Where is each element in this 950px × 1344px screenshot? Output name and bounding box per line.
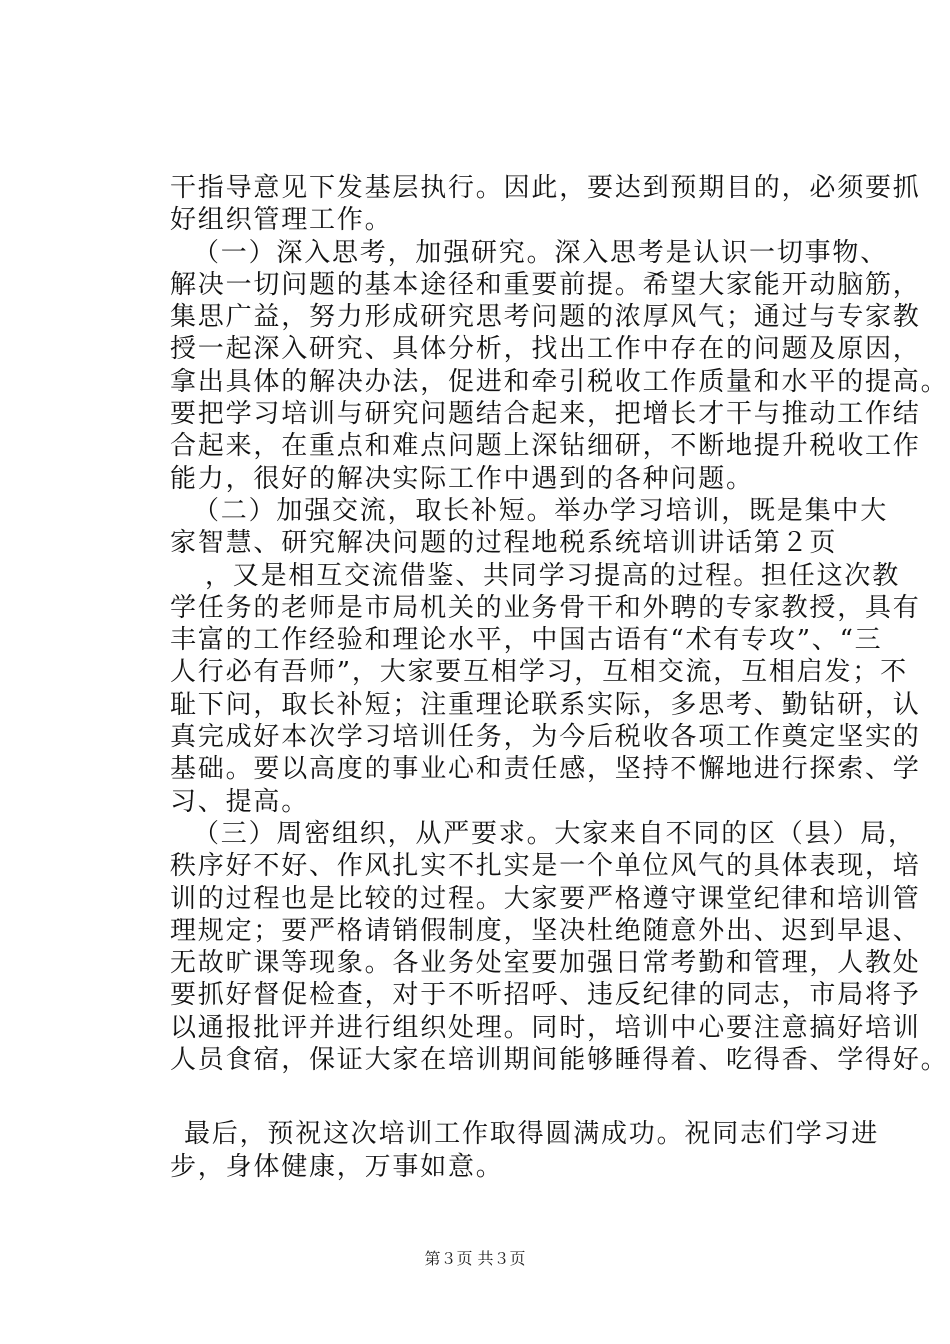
paragraph-gap [170,1076,870,1118]
page-footer: 第３页 共３页 [424,1249,526,1268]
text-line: 集思广益，努力形成研究思考问题的浓厚风气；通过与专家教 [170,302,921,333]
text-line: 拿出具体的解决办法，促进和牵引税收工作质量和水平的提高。 [170,366,949,397]
text-line: 合起来，在重点和难点问题上深钻细研，不断地提升税收工作 [170,431,921,462]
text-line: 秩序好不好、作风扎实不扎实是一个单位风气的具体表现，培 [170,851,921,882]
text-line: 授一起深入研究、具体分析，找出工作中存在的问题及原因， [170,334,921,365]
text-line: 理规定；要严格请销假制度，坚决杜绝随意外出、迟到早退、 [170,915,921,946]
text-line: 基础。要以高度的事业心和责任感，坚持不懈地进行探索、学 [170,754,921,785]
section-heading-line: （三）周密组织，从严要求。大家来自不同的区（县）局， [193,818,916,849]
text-line: 习、提高。 [170,786,310,817]
text-line: 丰富的工作经验和理论水平，中国古语有“术有专攻”、“三 [170,625,883,656]
text-line: 以通报批评并进行组织处理。同时，培训中心要注意搞好培训 [170,1012,921,1043]
section-heading-line: （一）深入思考，加强研究。深入思考是认识一切事物、 [193,237,889,268]
text-line: 要抓好督促检查，对于不听招呼、违反纪律的同志，市局将予 [170,980,921,1011]
text-line: 家智慧、研究解决问题的过程地税系统培训讲话第２页 [170,528,838,559]
text-line: 人员食宿，保证大家在培训期间能够睡得着、吃得香、学得好。 [170,1045,949,1076]
paragraph-section-2 [170,495,921,818]
text-line: 训的过程也是比较的过程。大家要严格遵守课堂纪律和培训管 [170,883,921,914]
text-line: 学任务的老师是市局机关的业务骨干和外聘的专家教授，具有 [170,592,921,623]
paragraph-closing [170,1118,880,1183]
text-line: 人行必有吾师”，大家要互相学习，互相交流，互相启发；不 [170,657,908,688]
text-line: 干指导意见下发基层执行。因此，要达到预期目的，必须要抓 [170,173,921,203]
paragraph-section-1 [170,237,949,495]
text-line: 真完成好本次学习培训任务，为今后税收各项工作奠定坚实的 [170,722,921,753]
document-body [170,172,949,1183]
paragraph-continued [170,172,921,237]
text-line: 能力，很好的解决实际工作中遇到的各种问题。 [170,463,754,494]
text-line: 要把学习培训与研究问题结合起来，把增长才干与推动工作结 [170,399,921,430]
text-line: 无故旷课等现象。各业务处室要加强日常考勤和管理，人教处 [170,948,921,979]
text-line: ，又是相互交流借鉴、共同学习提高的过程。担任这次教 [205,560,901,591]
paragraph-section-3 [170,818,949,1076]
text-line: 耻下问，取长补短；注重理论联系实际，多思考、勤钻研，认 [170,689,921,720]
text-line: 解决一切问题的基本途径和重要前提。希望大家能开动脑筋， [170,269,921,300]
text-line: 步，身体健康，万事如意。 [170,1151,504,1182]
text-line: 最后，预祝这次培训工作取得圆满成功。祝同志们学习进 [184,1119,880,1150]
section-heading-line: （二）加强交流，取长补短。举办学习培训，既是集中大 [193,495,889,526]
text-line: 好组织管理工作。 [170,205,393,236]
